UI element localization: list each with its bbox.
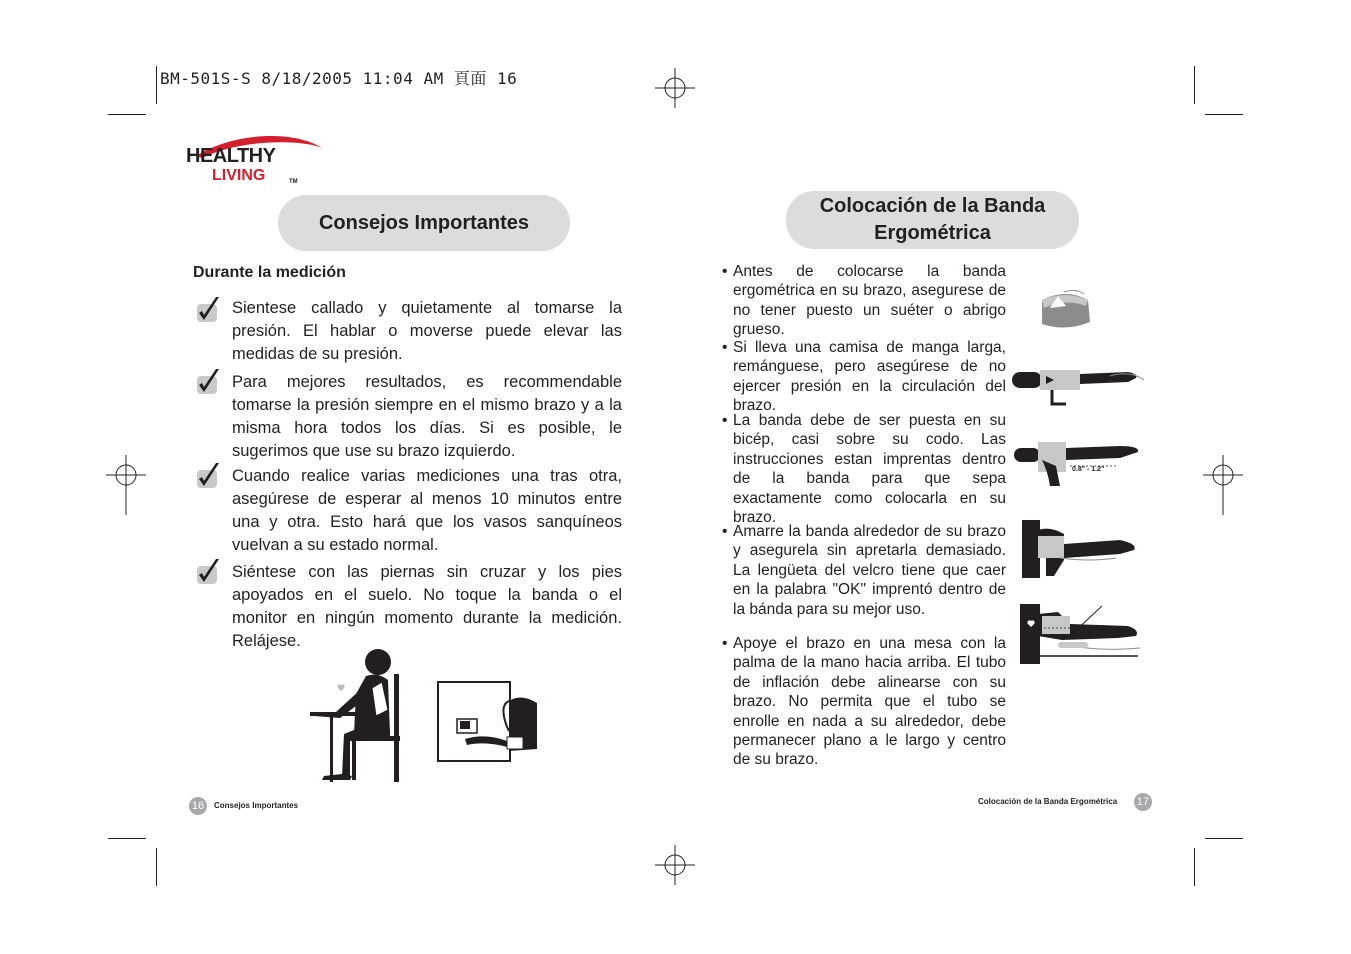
registration-mark-icon xyxy=(1203,455,1243,515)
logo-text-living: LIVING xyxy=(212,167,266,184)
arm-on-table-illustration xyxy=(1018,600,1142,668)
measurement-label: 0.8" - 1.2" xyxy=(1072,466,1105,473)
crop-mark xyxy=(156,66,157,104)
cuff-illustration xyxy=(1036,286,1096,334)
page-footer-label: Colocación de la Banda Ergométrica xyxy=(978,797,1118,806)
instruction-text: Amarre la banda alrededor de su brazo y asegurela sin apretarla demasiado. La lengüeta del velcro tiene que caer en la palabra "OK" imprentó dentro de la bánda para su mejor uso. xyxy=(733,523,1006,618)
bullet-marker: • xyxy=(722,523,728,540)
crop-mark xyxy=(108,114,146,115)
instruction-text: Apoye el brazo en una mesa con la palma de la mano hacia arriba. El tubo de inflación debe alinearse con su brazo. No permita que el tubo se enrolle en nada a su alrededor, debe permanecer plano a le largo y centro de su brazo. xyxy=(733,635,1006,769)
arm-monitor-illustration xyxy=(437,681,541,763)
bullet-marker: • xyxy=(722,339,728,356)
tip-item: Cuando realice varias mediciones una tras otra, asegúrese de esperar al menos 10 minutos entre una y otra. Esto hará que los vasos sanquíneos vuelvan a su estado normal. xyxy=(232,467,622,554)
bullet-marker: • xyxy=(722,635,728,652)
crop-mark xyxy=(1205,114,1243,115)
instruction-item xyxy=(722,411,1006,527)
instruction-item xyxy=(722,338,1006,416)
page-number-badge: 16 xyxy=(189,797,207,815)
print-slug: BM-501S-S 8/18/2005 11:04 AM 頁面 16 xyxy=(160,69,518,88)
checkmark-icon xyxy=(195,558,221,586)
page-footer-label: Consejos Importantes xyxy=(214,801,299,810)
section-title-text: Consejos Importantes xyxy=(318,211,530,234)
crop-mark xyxy=(1194,66,1195,104)
logo-trademark: TM xyxy=(289,179,298,185)
instruction-text: La banda debe de ser puesta en su bicép, casi sobre su codo. Las instrucciones estan imprentas dentro de la banda para que sepa exactamente como colocarla en su brazo. xyxy=(733,412,1006,527)
section-title-consejos xyxy=(278,195,570,251)
crop-mark xyxy=(1205,838,1243,839)
crop-mark xyxy=(108,838,146,839)
arm-sleeve-illustration xyxy=(1010,362,1146,408)
subheading: Durante la medición xyxy=(193,264,346,281)
logo-text-healthy: HEALTHY xyxy=(186,145,276,167)
section-title-line2: Ergométrica xyxy=(874,222,991,244)
bullet-marker: • xyxy=(722,412,728,429)
instruction-text: Antes de colocarse la banda ergométrica en su brazo, asegurese de no tener puesto un suéter o abrigo grueso. xyxy=(733,263,1006,339)
tip-item: Siéntese con las piernas sin cruzar y los pies apoyados en el suelo. No toque la banda o el monitor en ningún momento durante la medición. Relájese. xyxy=(232,563,622,650)
page-number-badge: 17 xyxy=(1134,793,1152,811)
seated-person-illustration xyxy=(306,642,408,784)
bullet-marker: • xyxy=(722,263,728,280)
instruction-item xyxy=(722,262,1006,340)
instruction-item xyxy=(722,634,1006,770)
section-title-colocacion xyxy=(786,191,1079,249)
section-title-line1: Colocación de la Banda xyxy=(819,195,1046,217)
registration-mark-icon xyxy=(655,68,695,108)
checkmark-icon xyxy=(195,368,221,396)
tip-item: Sientese callado y quietamente al tomarse la presión. El hablar o moverse puede elevar las medidas de su presión. xyxy=(232,299,622,363)
instruction-text: Si lleva una camisa de manga larga, remánguese, pero asegúrese de no ejercer presión en la circulación del brazo. xyxy=(733,339,1006,415)
tip-item: Para mejores resultados, es recommendable tomarse la presión siempre en el mismo brazo y a la misma hora todos los días. Si es posible, le sugerimos que use su brazo izquierdo. xyxy=(232,373,622,460)
checkmark-icon xyxy=(195,462,221,490)
registration-mark-icon xyxy=(106,455,146,515)
checkmark-icon xyxy=(195,296,221,324)
crop-mark xyxy=(156,848,157,886)
healthy-living-logo xyxy=(186,134,326,190)
crop-mark xyxy=(1194,848,1195,886)
registration-mark-icon xyxy=(655,845,695,885)
cuff-wrapped-illustration xyxy=(1020,518,1140,580)
instruction-item xyxy=(722,522,1006,619)
